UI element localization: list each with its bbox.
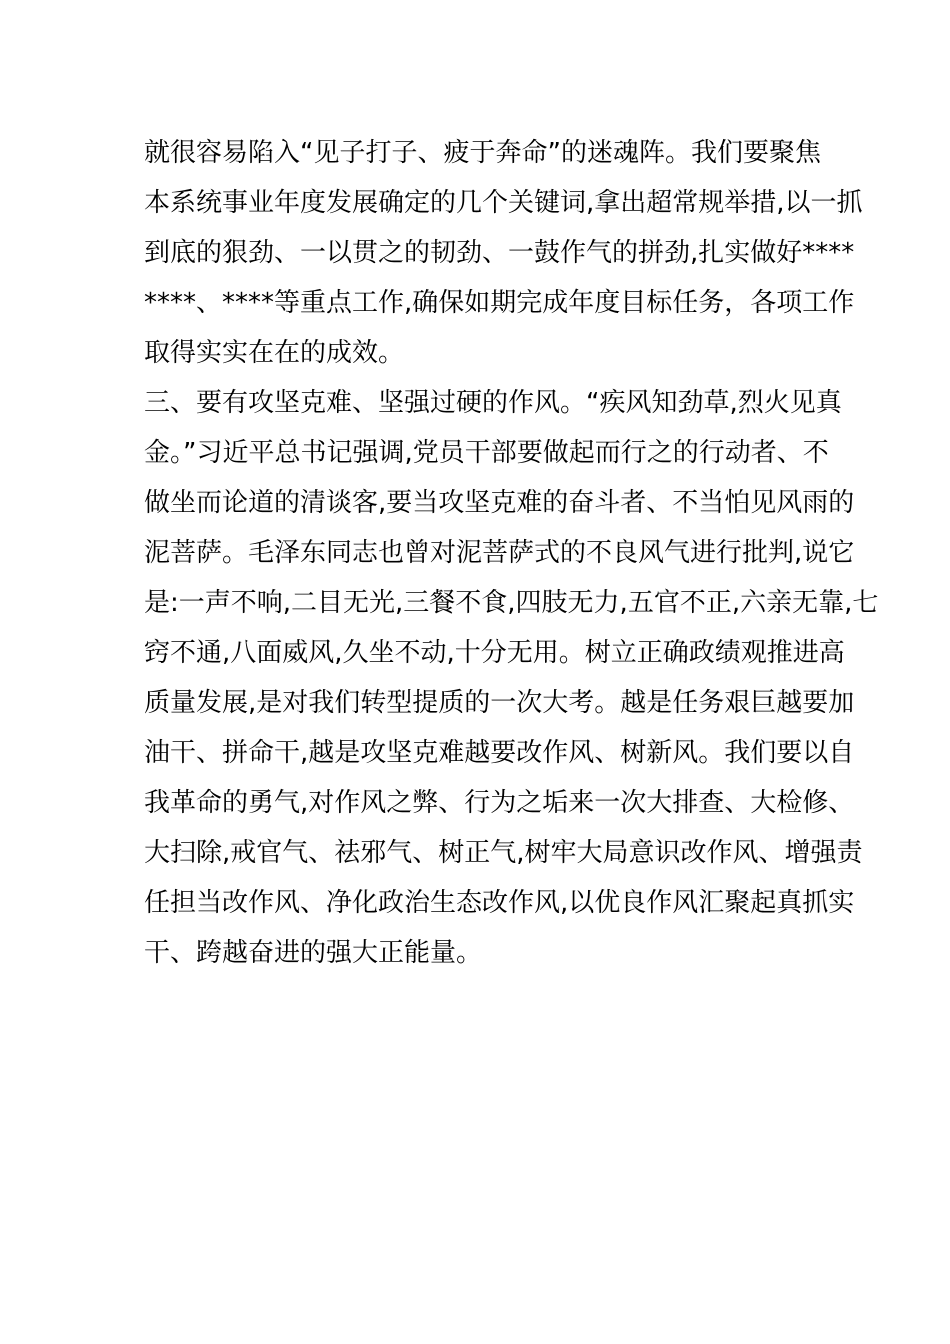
text-line: 做坐而论道的清谈客,要当攻坚克难的奋斗者、不当怕见风雨的 [144, 488, 855, 518]
text-line: 到底的狠劲、一以贯之的韧劲、一鼓作气的拼劲,扎实做好**** [144, 238, 855, 268]
text-line: 取得实实在在的成效。 [144, 338, 405, 368]
text-line: 本系统事业年度发展确定的几个关键词,拿出超常规举措,以一抓 [144, 188, 863, 218]
text-line: 泥菩萨。毛泽东同志也曾对泥菩萨式的不良风气进行批判,说它 [144, 538, 855, 568]
text-line: 我革命的勇气,对作风之弊、行为之垢来一次大排查、大检修、 [144, 788, 855, 818]
section-heading-line: 三、要有攻坚克难、坚强过硬的作风。“疾风知劲草,烈火见真 [144, 388, 842, 418]
text-line: 窍不通,八面威风,久坐不动,十分无用。树立正确政绩观推进高 [144, 638, 845, 668]
text-line: 大扫除,戒官气、祛邪气、树正气,树牢大局意识改作风、增强责 [144, 838, 863, 868]
text-line: 金。”习近平总书记强调,党员干部要做起而行之的行动者、不 [144, 438, 829, 468]
text-line: ****、****等重点工作,确保如期完成年度目标任务，各项工作 [144, 288, 855, 318]
text-line: 干、跨越奋进的强大正能量。 [144, 938, 483, 968]
body-text [144, 128, 879, 978]
text-line: 油干、拼命干,越是攻坚克难越要改作风、树新风。我们要以自 [144, 738, 855, 768]
text-line: 任担当改作风、净化政治生态改作风,以优良作风汇聚起真抓实 [144, 888, 855, 918]
text-line: 就很容易陷入“见子打子、疲于奔命”的迷魂阵。我们要聚焦 [144, 138, 821, 168]
text-line: 是:一声不响,二目无光,三餐不食,四肢无力,五官不正,六亲无靠,七 [144, 588, 879, 618]
text-line: 质量发展,是对我们转型提质的一次大考。越是任务艰巨越要加 [144, 688, 855, 718]
